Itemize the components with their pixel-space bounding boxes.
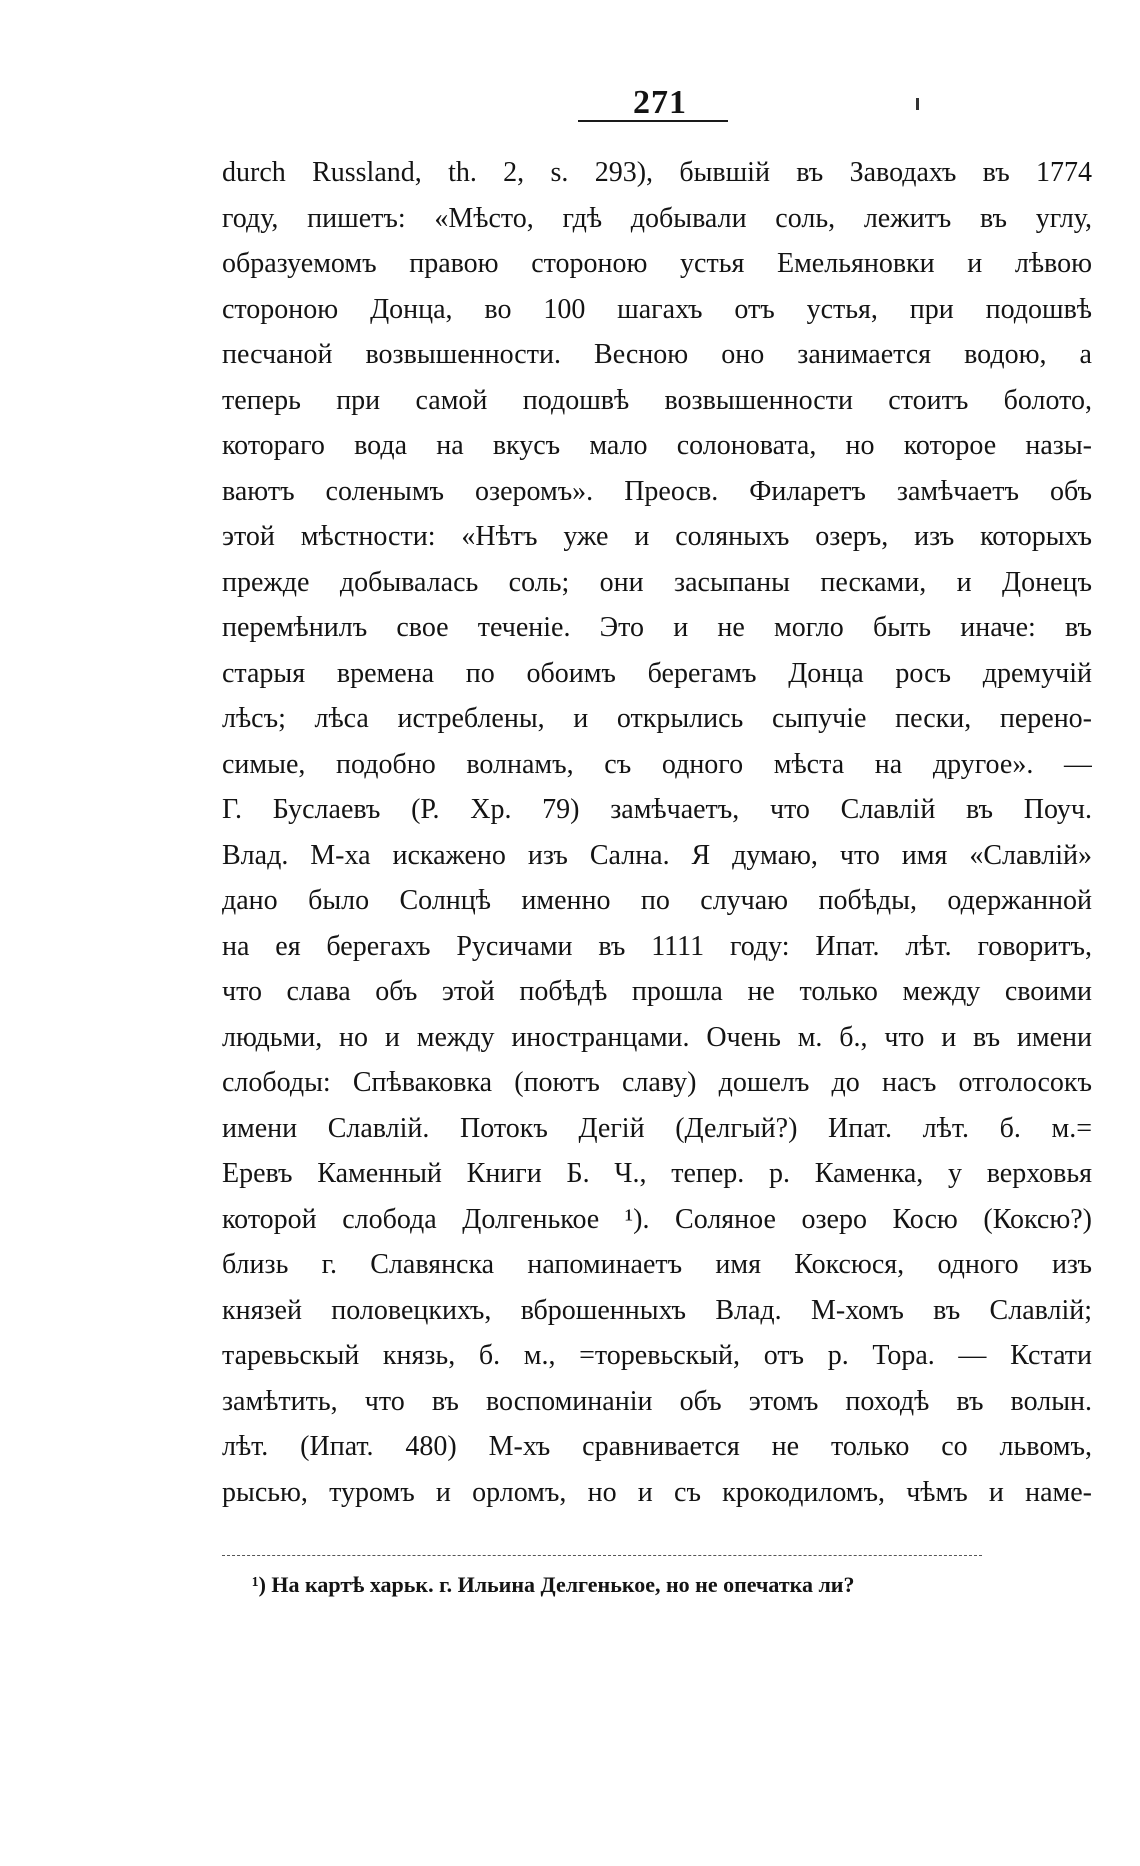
- text-line: образуемомъ правою стороною устья Емельяновки и лѣвою: [222, 248, 1092, 279]
- text-line: durch Russland, th. 2, s. 293), бывшій въ Заводахъ въ 1774: [222, 157, 1092, 188]
- text-line: таревьскый князь, б. м., =торевьскый, отъ р. Тора. — Кстати: [222, 1340, 1092, 1371]
- text-line: имени Славлій. Потокъ Дегій (Делгый?) Ипат. лѣт. б. м.=: [222, 1112, 1092, 1144]
- text-line: замѣтить, что въ воспоминаніи объ этомъ походѣ въ волын.: [222, 1385, 1092, 1417]
- page-number: 271: [633, 84, 687, 121]
- text-line: котораго вода на вкусъ мало солоновата, но которое назы-: [222, 430, 1092, 461]
- text-line: старыя времена по обоимъ берегамъ Донца росъ дремучій: [222, 657, 1092, 689]
- text-line: этой мѣстности: «Нѣтъ уже и соляныхъ озеръ, изъ которыхъ: [222, 521, 1092, 552]
- text-line: которой слобода Долгенькое ¹). Соляное озеро Косю (Коксю?): [222, 1203, 1092, 1235]
- margin-speck: [916, 98, 919, 110]
- text-line: году, пишетъ: «Мѣсто, гдѣ добывали соль, лежитъ въ углу,: [222, 202, 1092, 234]
- text-line: князей половецкихъ, вброшенныхъ Влад. М-хомъ въ Славлій;: [222, 1294, 1092, 1326]
- text-line: что слава объ этой побѣдѣ прошла не только между своими: [222, 976, 1092, 1007]
- text-line: перемѣнилъ свое теченіе. Это и не могло быть иначе: въ: [222, 612, 1092, 643]
- text-line: прежде добывалась соль; они засыпаны песками, и Донецъ: [222, 566, 1092, 598]
- text-line: на ея берегахъ Русичами въ 1111 году: Ипат. лѣт. говоритъ,: [222, 930, 1092, 962]
- text-line: близь г. Славянска напоминаетъ имя Коксюся, одного изъ: [222, 1249, 1092, 1280]
- text-line: теперь при самой подошвѣ возвышенности стоитъ болото,: [222, 384, 1092, 416]
- body-text: [222, 150, 1092, 1515]
- text-line: стороною Донца, во 100 шагахъ отъ устья, при подошвѣ: [222, 293, 1092, 325]
- footnote-rule: [222, 1555, 982, 1556]
- text-line: слободы: Спѣваковка (поютъ славу) дошелъ до насъ отголосокъ: [222, 1067, 1092, 1098]
- text-line: симые, подобно волнамъ, съ одного мѣста на другое». —: [222, 748, 1092, 780]
- text-line: Г. Буслаевъ (Р. Хр. 79) замѣчаетъ, что Славлій въ Поуч.: [222, 794, 1092, 825]
- text-line: людьми, но и между иностранцами. Очень м. б., что и въ имени: [222, 1021, 1092, 1053]
- text-line: Еревъ Каменный Книги Б. Ч., тепер. р. Каменка, у верховья: [222, 1158, 1092, 1189]
- text-line: Влад. М-ха искажено изъ Сална. Я думаю, что имя «Славлій»: [222, 839, 1092, 871]
- text-line: ваютъ соленымъ озеромъ». Преосв. Филаретъ замѣчаетъ объ: [222, 475, 1092, 507]
- text-line: рысью, туромъ и орломъ, но и съ крокодиломъ, чѣмъ и наме-: [222, 1476, 1092, 1508]
- text-line: песчаной возвышенности. Весною оно занимается водою, а: [222, 339, 1092, 370]
- footnote: ¹) На картѣ харьк. г. Ильина Делгенькое, но не опечатка ли?: [252, 1572, 855, 1597]
- header-rule: [578, 120, 728, 122]
- text-line: лѣсъ; лѣса истреблены, и открылись сыпучіе пески, перено-: [222, 703, 1092, 734]
- text-line: лѣт. (Ипат. 480) М-хъ сравнивается не только со львомъ,: [222, 1431, 1092, 1462]
- text-line: дано было Солнцѣ именно по случаю побѣды, одержанной: [222, 885, 1092, 916]
